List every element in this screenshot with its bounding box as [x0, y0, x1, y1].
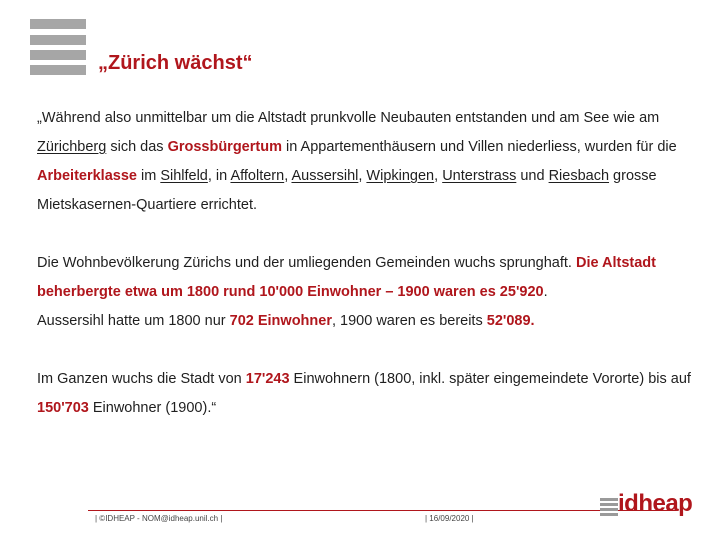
text-run: Einwohnern (1800, inkl. später eingemeindete Vororte) bis auf [289, 371, 691, 387]
place-name: Zürichberg [37, 139, 107, 155]
menu-bar [30, 50, 86, 60]
text-run: Im Ganzen wuchs die Stadt von [37, 371, 246, 387]
place-name: Aussersihl [291, 168, 359, 184]
logo-text: idheap [618, 490, 693, 517]
text-run: , 1900 waren es bereits [331, 313, 487, 329]
place-name: Sihlfeld [160, 168, 208, 184]
highlight-text: 150'703 [37, 400, 89, 416]
menu-icon[interactable] [30, 19, 86, 75]
highlight-text: Die Altstadt beherbergte etwa um 1800 rund 10'000 Einwohner – 1900 waren es 25'920 [37, 255, 656, 300]
text-run: und [516, 168, 549, 184]
paragraph-2 [37, 249, 697, 307]
highlight-text: Grossbürgertum [167, 139, 282, 155]
place-name: Riesbach [548, 168, 610, 184]
footer-contact: | ©IDHEAP - NOM@idheap.unil.ch | [95, 514, 223, 523]
menu-bar [30, 65, 86, 75]
footer-date: | 16/09/2020 | [425, 514, 474, 523]
text-run: , [358, 168, 367, 184]
highlight-text: Arbeiterklasse [37, 168, 137, 184]
text-run: sich das [106, 139, 168, 155]
logo-bars-icon [600, 498, 618, 518]
text-run: grosse Mietskasernen-Quartiere errichtet. [37, 168, 657, 213]
text-run: , [434, 168, 443, 184]
text-run: im [136, 168, 161, 184]
menu-bar [30, 19, 86, 29]
place-name: Wipkingen [366, 168, 435, 184]
place-name: Affoltern [230, 168, 285, 184]
highlight-text: 17'243 [245, 371, 290, 387]
text-run: . [543, 284, 548, 300]
slide-title: „Zürich wächst“ [98, 52, 253, 74]
text-run: , [284, 168, 292, 184]
footer-divider [88, 510, 676, 511]
paragraph-1 [37, 104, 697, 220]
place-name: Unterstrass [442, 168, 517, 184]
text-run: , in [207, 168, 231, 184]
idheap-logo [600, 490, 693, 520]
text-run: „Während also unmittelbar um die Altstadt prunkvolle Neubauten entstanden und am See wie am [37, 110, 660, 126]
paragraph-4 [37, 365, 697, 423]
text-run: in Appartementhäusern und Villen niederliess, wurden für die [281, 139, 677, 155]
text-run: Aussersihl hatte um 1800 nur [37, 313, 230, 329]
paragraph-3 [37, 307, 697, 336]
highlight-text: 52'089. [486, 313, 535, 329]
slide-body [37, 104, 697, 423]
menu-bar [30, 35, 86, 45]
highlight-text: 702 Einwohner [229, 313, 332, 329]
text-run: Die Wohnbevölkerung Zürichs und der umliegenden Gemeinden wuchs sprunghaft. [37, 255, 576, 271]
text-run: Einwohner (1900).“ [88, 400, 217, 416]
